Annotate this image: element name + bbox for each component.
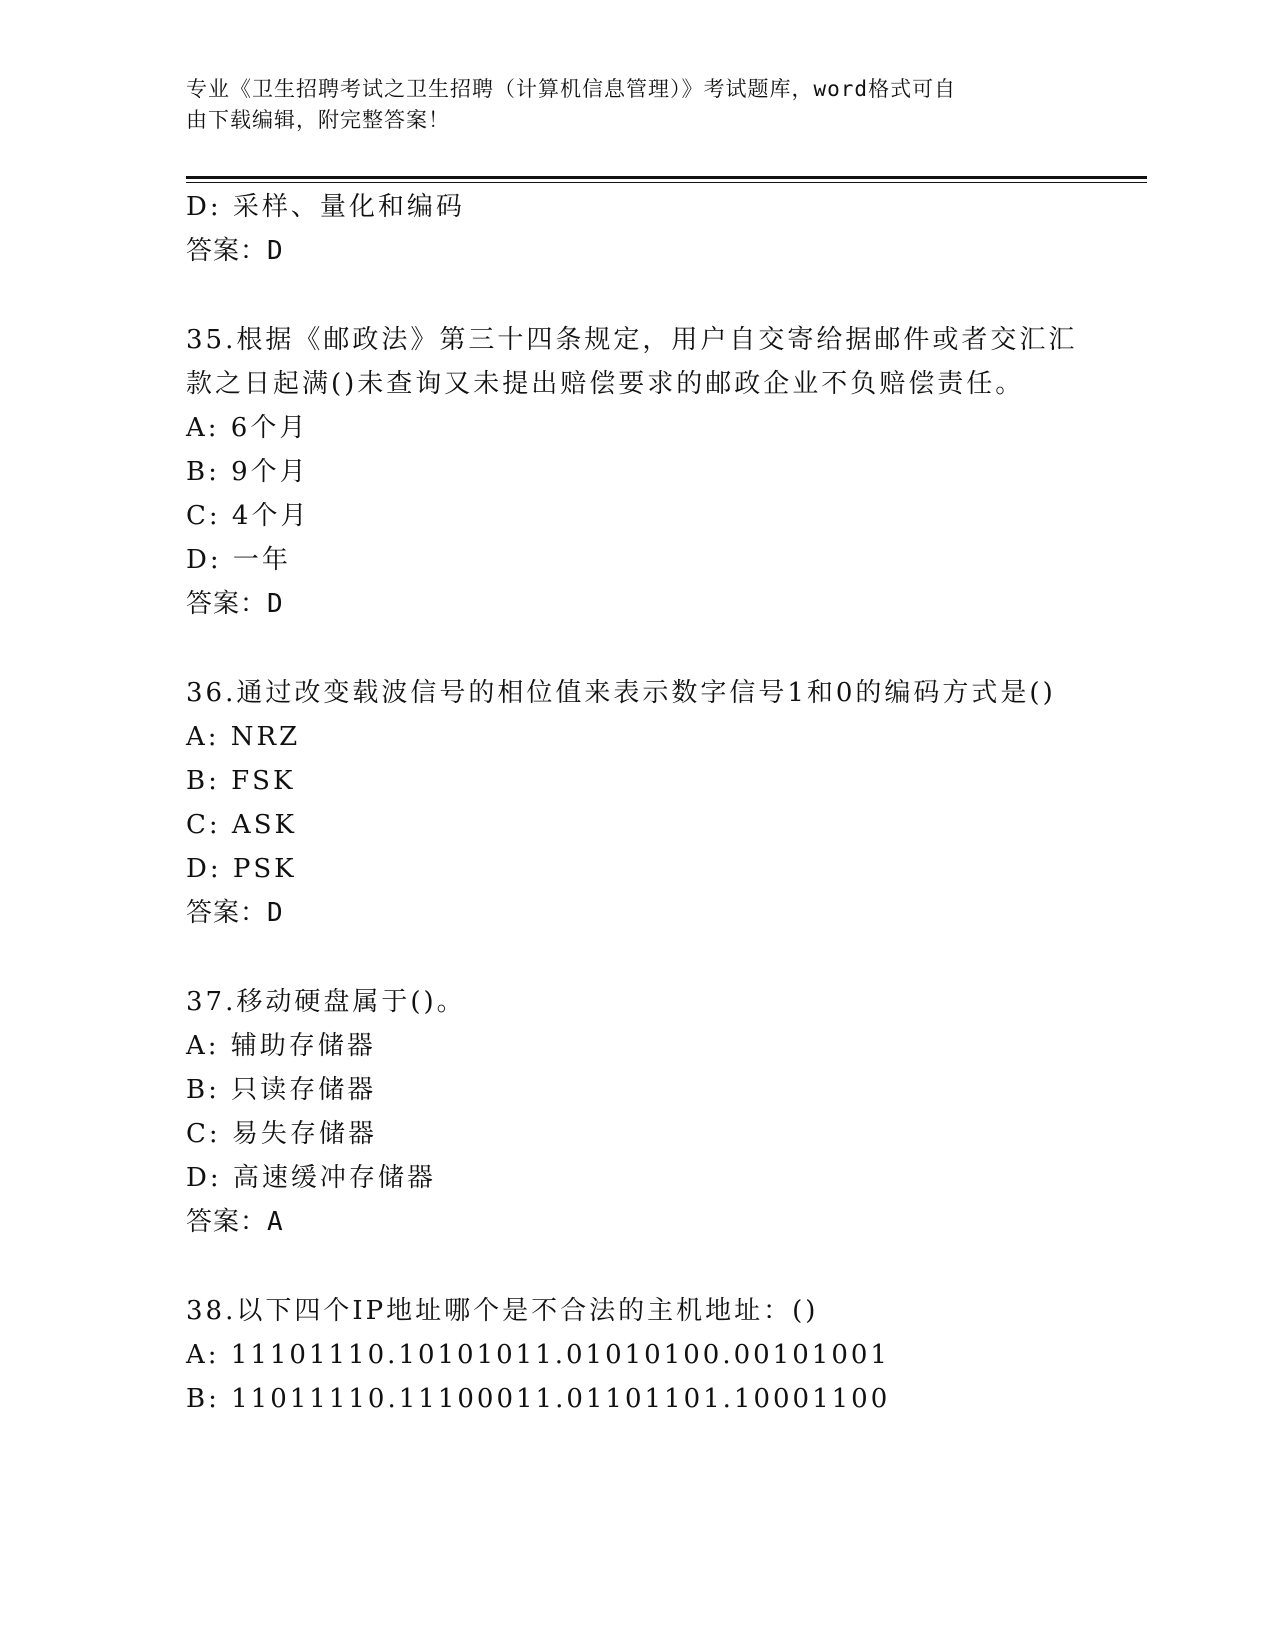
question-36-answer: 答案：D: [186, 898, 284, 928]
header-line-2: 由下载编辑，附完整答案！: [186, 108, 450, 132]
document-header: [186, 74, 1066, 136]
question-36-stem-1: 36.通过改变载波信号的相位值来表示数字信号1和0的编码方式是(): [186, 678, 1056, 708]
question-37-answer: 答案：A: [186, 1207, 284, 1237]
question-38-option-b: B: 11011110.11100011.01101101.10001100: [186, 1384, 891, 1414]
question-36-option-b: B: FSK: [186, 766, 296, 796]
question-35-option-b: B: 9个月: [186, 457, 309, 487]
question-36-option-d: D: PSK: [186, 854, 297, 884]
question-35-stem-2: 款之日起满()未查询又未提出赔偿要求的邮政企业不负赔偿责任。: [186, 369, 1025, 399]
question-35-answer: 答案：D: [186, 589, 284, 619]
question-36-option-c: C: ASK: [186, 810, 297, 840]
question-37-stem-1: 37.移动硬盘属于()。: [186, 987, 466, 1017]
question-37-option-b: B: 只读存储器: [186, 1075, 377, 1105]
question-37-option-d: D: 高速缓冲存储器: [186, 1163, 436, 1193]
answer-line: 答案：D: [186, 236, 284, 266]
question-35-option-a: A: 6个月: [186, 413, 309, 443]
question-38-option-a: A: 11101110.10101011.01010100.00101001: [186, 1340, 890, 1370]
question-35-option-c: C: 4个月: [186, 501, 310, 531]
question-36-option-a: A: NRZ: [186, 722, 301, 752]
header-line-1: 专业《卫生招聘考试之卫生招聘（计算机信息管理）》考试题库，word格式可自: [186, 77, 957, 101]
option-d: D: 采样、量化和编码: [186, 192, 465, 222]
header-rule-thin: [186, 182, 1147, 183]
question-37-option-a: A: 辅助存储器: [186, 1031, 376, 1061]
question-35-option-d: D: 一年: [186, 545, 291, 575]
header-rule-thick: [186, 176, 1147, 179]
question-35-stem-1: 35.根据《邮政法》第三十四条规定，用户自交寄给据邮件或者交汇汇: [186, 325, 1078, 355]
question-38-stem-1: 38.以下四个IP地址哪个是不合法的主机地址：(): [186, 1296, 819, 1326]
question-37-option-c: C: 易失存储器: [186, 1119, 377, 1149]
